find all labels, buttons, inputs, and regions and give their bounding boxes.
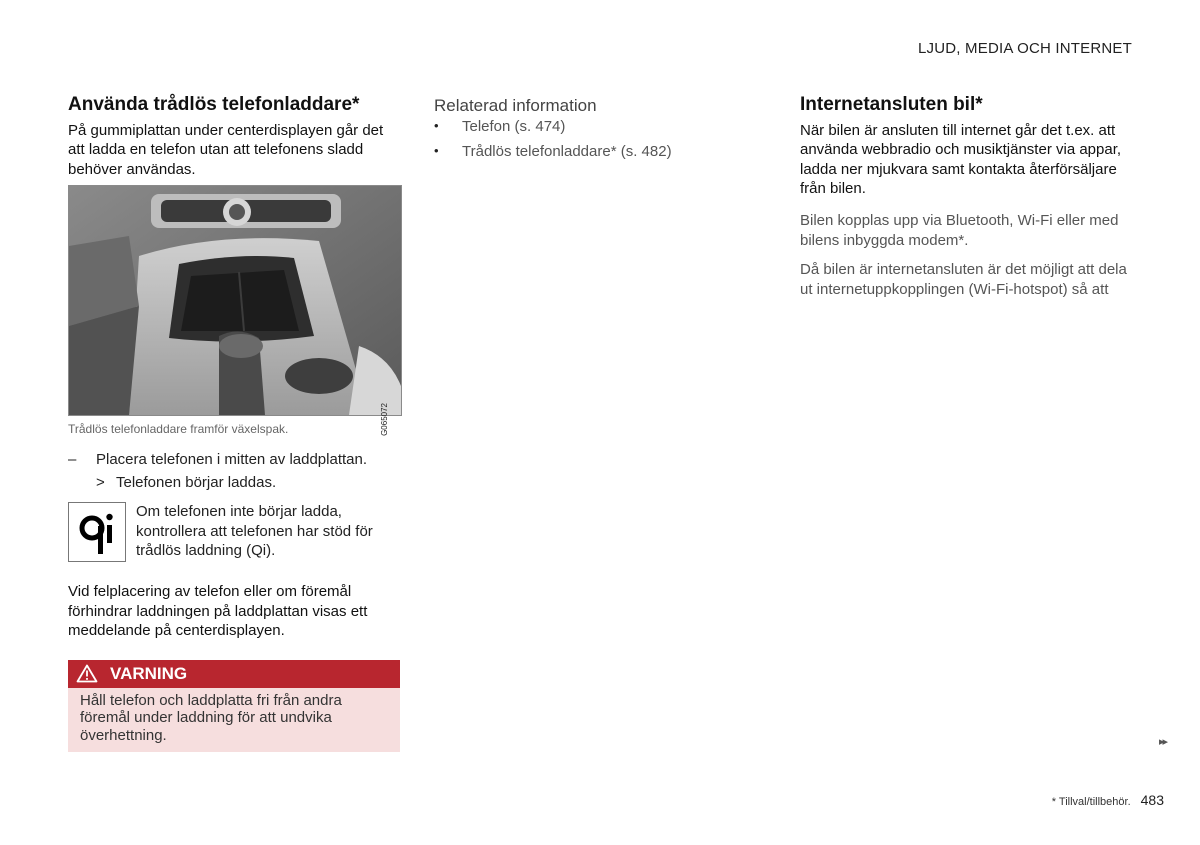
- step-marker: –: [68, 451, 77, 469]
- step-result: [68, 474, 402, 491]
- result-text: Telefonen börjar laddas.: [116, 474, 277, 492]
- continue-arrows-icon: ▸▸: [1158, 736, 1166, 748]
- related-item[interactable]: [434, 143, 734, 160]
- page-footer: [1052, 792, 1164, 808]
- step-text: Placera telefonen i mitten av laddplattan.: [96, 451, 368, 469]
- warning-box: [68, 660, 400, 753]
- warning-title: VARNING: [110, 663, 188, 683]
- bullet: •: [434, 118, 439, 134]
- left-column: [68, 94, 402, 752]
- page-number: 483: [1140, 792, 1164, 808]
- internet-paragraph-2: Bilen kopplas upp via Bluetooth, Wi-Fi eller med bilens inbyggda modem*.: [800, 211, 1119, 250]
- qi-icon: [68, 502, 126, 562]
- related-item[interactable]: [434, 118, 734, 135]
- internet-paragraph-3: Då bilen är internetansluten är det möjligt att dela ut internetuppkopplingen (Wi-Fi-hotspot) så att: [800, 260, 1127, 299]
- wireless-charger-intro: På gummiplattan under centerdisplayen går det att ladda en telefon utan att telefonens sladd behöver användas.: [68, 121, 384, 178]
- result-marker: >: [96, 474, 105, 492]
- instruction-step: [68, 451, 402, 468]
- related-list: [434, 118, 734, 160]
- wireless-charger-title: Använda trådlös telefonladdare*: [68, 94, 360, 115]
- right-column: [800, 94, 1140, 301]
- qi-note: [68, 502, 402, 562]
- qi-note-text: Om telefonen inte börjar ladda, kontrollera att telefonen har stöd för trådlös laddning (Qi).: [136, 503, 373, 560]
- related-info-title: Relaterad information: [434, 96, 597, 115]
- warning-text: Håll telefon och laddplatta fri från andra föremål under laddning för att undvika överhettning.: [68, 688, 400, 753]
- section-header: LJUD, MEDIA OCH INTERNET: [918, 40, 1132, 57]
- footnote: * Tillval/tillbehör.: [1051, 796, 1131, 808]
- warning-header: [68, 660, 400, 688]
- middle-column: [434, 94, 734, 168]
- figure-caption: Trådlös telefonladdare framför växelspak.: [68, 422, 289, 437]
- figure-id: G065072: [380, 403, 389, 437]
- misplacement-paragraph: Vid felplacering av telefon eller om föremål förhindrar laddningen på laddplattan visas ett meddelande på centerdisplayen.: [68, 583, 368, 640]
- warning-triangle-icon: [76, 664, 98, 683]
- related-link[interactable]: Trådlös telefonladdare* (s. 482): [462, 143, 672, 161]
- related-link[interactable]: Telefon (s. 474): [462, 118, 566, 136]
- internet-title: Internetansluten bil*: [800, 94, 983, 115]
- bullet: •: [434, 143, 439, 159]
- internet-intro: När bilen är ansluten till internet går det t.ex. att använda webbradio och musiktjänster via appar, ladda ner mjukvara samt kontakta återförsäljare från bilen.: [800, 121, 1122, 198]
